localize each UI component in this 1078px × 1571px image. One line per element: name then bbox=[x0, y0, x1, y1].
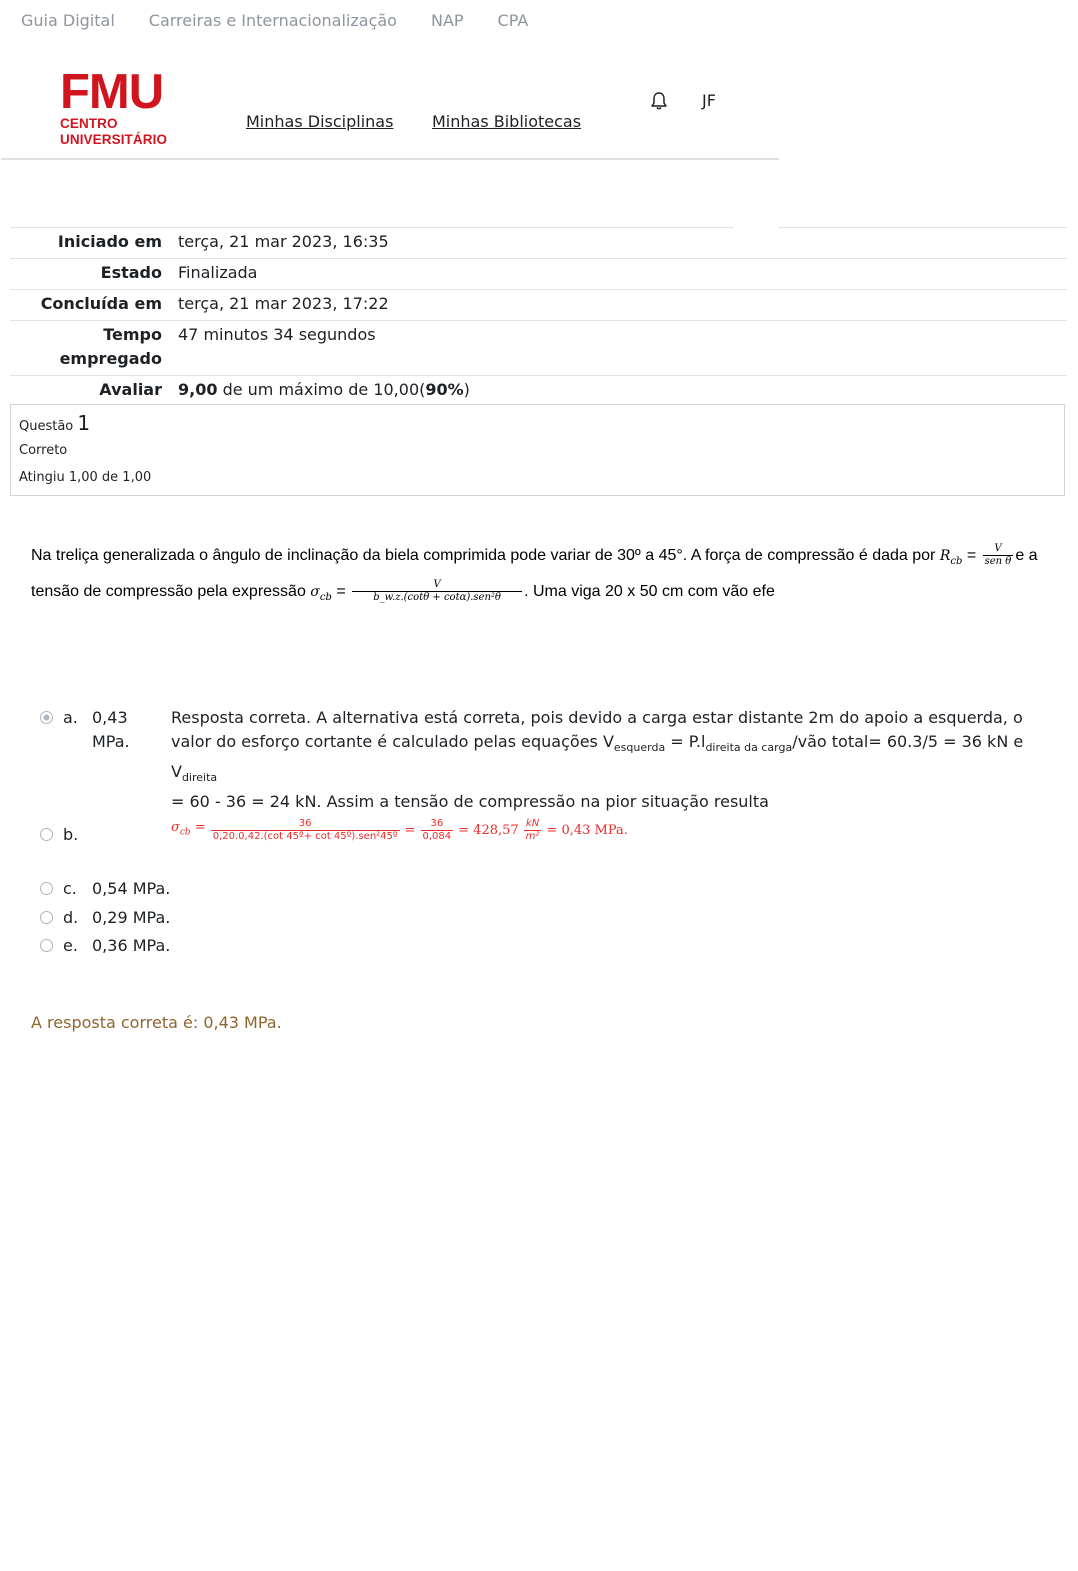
eq-unit-den: m² bbox=[525, 831, 540, 843]
formula2-den: b_w.z.(cotθ + cotα).sen²θ bbox=[373, 592, 501, 604]
feedback-specific bbox=[171, 706, 1041, 845]
question-text-part3: . Uma viga 20 x 50 cm com vão efe bbox=[524, 583, 775, 601]
feedback-sub1: esquerda bbox=[613, 741, 666, 755]
option-a[interactable] bbox=[40, 706, 152, 754]
eq-f2-num: 36 bbox=[421, 818, 454, 831]
formula1-num: V bbox=[983, 543, 1014, 556]
feedback-mid2: /vão total= 60.3/5 = 36 kN e V bbox=[171, 732, 1024, 782]
summary-row-tempo bbox=[10, 320, 1067, 375]
question-status: Correto bbox=[19, 443, 68, 458]
feedback-sub3: direita bbox=[181, 771, 218, 785]
formula1-den: sen θ bbox=[984, 556, 1012, 568]
eq-f1-den: 0,20.0,42.(cot 45º+ cot 45º).sen²45º bbox=[212, 831, 398, 843]
nav-carreiras[interactable]: Carreiras e Internacionalização bbox=[148, 11, 397, 30]
feedback-mid1: = P.l bbox=[665, 732, 706, 751]
fmu-logo[interactable] bbox=[60, 65, 200, 148]
option-letter: d. bbox=[63, 908, 79, 927]
radio-e[interactable] bbox=[40, 939, 53, 952]
nav-cpa[interactable]: CPA bbox=[497, 11, 529, 30]
question-grade: Atingiu 1,00 de 1,00 bbox=[19, 470, 152, 485]
summary-value: 47 minutos 34 segundos bbox=[178, 325, 376, 344]
question-text-part2: e a tensão de compressão pela expressão bbox=[31, 547, 1038, 601]
summary-value: Finalizada bbox=[178, 263, 258, 282]
formula1-lhs-sub: cb bbox=[950, 556, 963, 568]
feedback-sub2: direita da carga bbox=[705, 741, 793, 755]
attempt-summary-table bbox=[10, 227, 1067, 406]
summary-label: Avaliar bbox=[99, 380, 162, 399]
formula1-lhs: R bbox=[939, 548, 951, 564]
summary-row-iniciado bbox=[10, 227, 1067, 258]
option-c[interactable] bbox=[40, 877, 170, 901]
feedback-equation: $\sigma_{cb}$ = $\frac{36}{\text{0,20.0,42.(cot 45º+ cot 45º).sen²45º}}$ = $\frac{36}{0,084}$ = 428,57 $\frac{kN}{\text{m²}}$ = 0,43 MPa. bbox=[171, 818, 628, 843]
summary-label: Tempo empregado bbox=[59, 325, 162, 368]
question-number bbox=[19, 411, 1056, 435]
grade-value: 9,00 bbox=[178, 380, 218, 399]
formula2-lhs-sub: cb bbox=[319, 592, 332, 604]
radio-a[interactable] bbox=[40, 711, 53, 724]
right-answer: A resposta correta é: 0,43 MPa. bbox=[31, 1013, 282, 1032]
summary-label: Iniciado em bbox=[57, 232, 162, 251]
option-text: 0,54 MPa. bbox=[92, 879, 171, 898]
option-letter: c. bbox=[63, 879, 77, 898]
question-text bbox=[31, 541, 1051, 613]
option-d[interactable] bbox=[40, 906, 170, 930]
nav-minhas-disciplinas[interactable]: Minhas Disciplinas bbox=[246, 112, 394, 131]
option-text: 0,43 MPa. bbox=[92, 708, 130, 751]
nav-nap[interactable]: NAP bbox=[430, 11, 464, 30]
option-letter: a. bbox=[63, 708, 78, 727]
feedback-line1: Resposta correta. A alternativa está correta, pois devido a carga estar distante 2m do apoio a esquerda, o valor do esforço cortante é calculado pelas equações V bbox=[171, 708, 1023, 751]
option-letter: b. bbox=[63, 825, 79, 844]
formula-rcb: $R_{cb}$ = $\frac{V}{\text{sen θ}}$ bbox=[939, 543, 1012, 568]
summary-label: Concluída em bbox=[40, 294, 162, 313]
summary-label: Estado bbox=[100, 263, 162, 282]
feedback-line2: = 60 - 36 = 24 kN. Assim a tensão de compressão na pior situação resulta bbox=[171, 792, 769, 812]
formula2-lhs: σ bbox=[310, 584, 320, 601]
header-divider bbox=[1, 158, 779, 160]
question-number-value: 1 bbox=[77, 411, 91, 435]
eq-r2: = 0,43 MPa. bbox=[546, 822, 628, 838]
nav-guia-digital[interactable]: Guia Digital bbox=[21, 11, 115, 30]
eq-unit-num: kN bbox=[524, 818, 542, 831]
eq-r1: = 428,57 bbox=[458, 822, 519, 838]
summary-value: terça, 21 mar 2023, 17:22 bbox=[178, 294, 389, 313]
eq-lhs: σ bbox=[171, 820, 180, 836]
option-text: 0,29 MPa. bbox=[92, 908, 171, 927]
logo-sub-text: CENTRO UNIVERSITÁRIO bbox=[60, 116, 168, 147]
eq-f1-num: 36 bbox=[211, 818, 400, 831]
summary-gap bbox=[734, 227, 778, 257]
grade-mid: de um máximo de 10,00( bbox=[217, 380, 426, 399]
radio-d[interactable] bbox=[40, 911, 53, 924]
formula2-num: V bbox=[352, 579, 522, 592]
bell-icon[interactable] bbox=[650, 91, 668, 111]
grade-percent: 90% bbox=[425, 380, 464, 399]
user-initials[interactable]: JF bbox=[702, 91, 716, 110]
summary-value bbox=[178, 378, 1067, 402]
question-info-box bbox=[10, 404, 1065, 496]
option-e[interactable] bbox=[40, 934, 170, 958]
logo-main-text: FMU bbox=[60, 65, 164, 119]
top-utility-nav bbox=[21, 11, 528, 30]
question-prefix: Questão bbox=[19, 419, 74, 434]
eq-f2-den: 0,084 bbox=[422, 831, 452, 843]
nav-minhas-bibliotecas[interactable]: Minhas Bibliotecas bbox=[432, 112, 582, 131]
option-b[interactable] bbox=[40, 823, 92, 847]
option-text: 0,36 MPa. bbox=[92, 936, 171, 955]
radio-b[interactable] bbox=[40, 828, 53, 841]
grade-end: ) bbox=[463, 380, 470, 399]
summary-row-avaliar bbox=[10, 375, 1067, 406]
radio-c[interactable] bbox=[40, 882, 53, 895]
summary-row-estado bbox=[10, 258, 1067, 289]
summary-row-concluida bbox=[10, 289, 1067, 320]
question-text-part1: Na treliça generalizada o ângulo de inclinação da biela comprimida pode variar de 30º a 45°. A força de compressão é dada por bbox=[31, 547, 936, 564]
option-letter: e. bbox=[63, 936, 78, 955]
summary-value: terça, 21 mar 2023, 16:35 bbox=[178, 232, 389, 251]
formula-sigma: $\sigma_{cb}$ = $\frac{V}{\text{b\_w.z.(cotθ + cotα).sen²θ}}$ bbox=[310, 583, 524, 600]
eq-lhs-sub: cb bbox=[179, 827, 191, 838]
